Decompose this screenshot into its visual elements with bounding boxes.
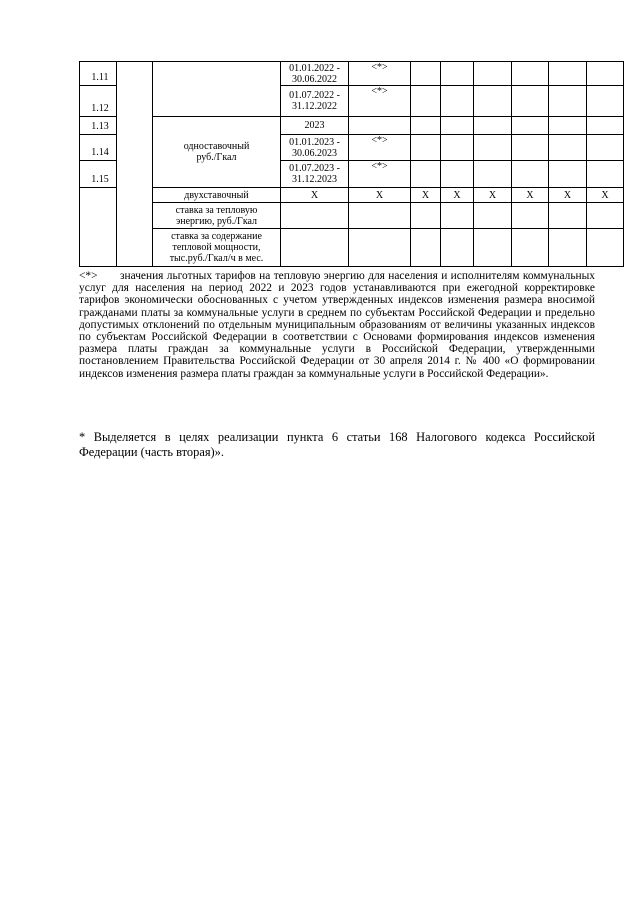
blank-cell [117,62,153,267]
row-number: 1.11 [80,62,117,86]
two-part-tariff-label: двухставочный [153,188,281,203]
row-number: 1.12 [80,86,117,117]
x-mark: X [281,188,349,203]
tariff-note [79,270,595,380]
period-cell: 2023 [281,117,349,135]
tariff-mark: <*> [349,135,411,161]
heat-energy-rate-label: ставка за тепловую энергию, руб./Гкал [153,203,281,229]
tariff-table [79,61,624,267]
blank-cell [80,188,117,267]
x-mark: X [349,188,411,203]
period-cell: 01.07.2022 - 31.12.2022 [281,86,349,117]
one-part-tariff-label: одноставочный руб./Гкал [153,117,281,188]
table-row [80,62,624,86]
capacity-rate-label: ставка за содержание тепловой мощности, тыс.руб./Гкал/ч в мес. [153,229,281,267]
period-cell: 01.01.2023 - 30.06.2023 [281,135,349,161]
period-cell: 01.07.2023 - 31.12.2023 [281,161,349,188]
x-mark: X [549,188,587,203]
tariff-mark: <*> [349,86,411,117]
row-number: 1.13 [80,117,117,135]
table-row [80,117,624,135]
period-cell: 01.01.2022 - 30.06.2022 [281,62,349,86]
table-row [80,229,624,267]
row-number: 1.14 [80,135,117,161]
row-number: 1.15 [80,161,117,188]
x-mark: X [474,188,512,203]
footnote: * Выделяется в целях реализации пункта 6 статьи 168 Налогового кодекса Российской Федерации (часть вторая)». [79,430,595,459]
x-mark: X [587,188,624,203]
note-marker: <*> [79,270,98,282]
note-text: значения льготных тарифов на тепловую энергию для населения и исполнителям коммунальных услуг для населения на период 2022 и 2023 годов устанавливаются при ежегодной корректировке тарифов экономически обоснованных с учетом утвержденных индексов изменения размера вносимой гражданами платы за коммунальные услуги в среднем по субъектам Российской Федерации и предельно допустимых отклонений по отдельным муниципальным образованиям от величины указанных индексов по субъектам Российской Федерации в соответствии с Основами формирования индексов изменения размера платы граждан за коммунальные услуги в Российской Федерации, утвержденными постановлением Правительства Российской Федерации от 30 апреля 2014 г. № 400 «О формировании индексов изменения размера платы граждан за коммунальные услуги в Российской Федерации». [79,270,595,380]
tariff-mark: <*> [349,161,411,188]
x-mark: X [441,188,474,203]
blank-cell [153,62,281,117]
x-mark: X [512,188,549,203]
tariff-mark: <*> [349,62,411,86]
table-row [80,188,624,203]
table-row [80,203,624,229]
x-mark: X [411,188,441,203]
